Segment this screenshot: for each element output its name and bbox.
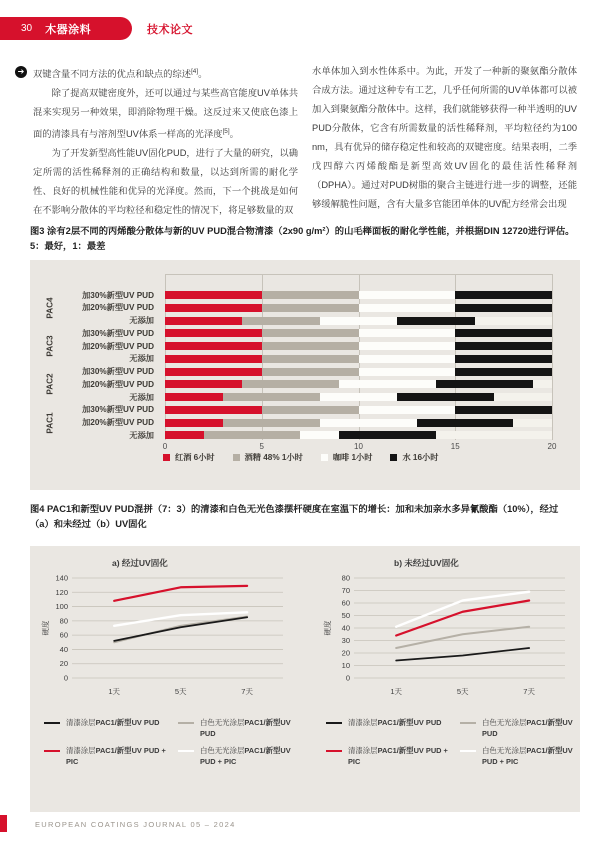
data-line <box>114 586 247 601</box>
bar-segment <box>204 431 301 439</box>
legend-label-bold: PAC1/新型UV PUD <box>200 718 291 738</box>
group-label: PAC3 <box>45 335 55 357</box>
bar-segment <box>359 355 456 363</box>
legend-label-regular: 清漆涂层 <box>66 746 96 755</box>
left-column <box>33 62 298 220</box>
legend-label-bold: PAC1/新型UV PUD <box>377 718 442 727</box>
bar-segment <box>359 368 456 376</box>
bar-segment <box>165 406 262 414</box>
figure4-caption <box>30 502 580 532</box>
legend-item <box>178 746 312 767</box>
legend-label-regular: 白色无光涂层 <box>200 718 245 727</box>
y-tick-label: 50 <box>341 611 350 620</box>
legend-item <box>178 718 312 739</box>
bar-segment <box>165 291 262 299</box>
bar-row-label: 加20%新型UV PUD <box>82 418 154 427</box>
reference-superscript: [5] <box>222 128 230 136</box>
bar-segment <box>339 431 436 439</box>
legend-line-swatch <box>178 722 194 725</box>
legend-label-bold: PAC1/新型UV PUD <box>95 718 160 727</box>
bar-segment <box>165 342 262 350</box>
y-axis-label: 硬度 <box>323 620 332 636</box>
bar-segment <box>165 317 242 325</box>
legend-label <box>482 746 584 767</box>
legend-item <box>321 452 373 463</box>
legend-label-regular: 清漆涂层 <box>348 746 378 755</box>
continued-arrow-icon: ➔ <box>15 66 27 78</box>
figure4-legend-b <box>326 718 594 767</box>
bar-segment <box>320 419 417 427</box>
bar-segment <box>320 393 397 401</box>
legend-item <box>390 452 438 463</box>
paragraph-text: 双键含量不同方法的优点和缺点的综述 <box>33 69 192 80</box>
bar-segment <box>300 431 339 439</box>
y-tick-label: 120 <box>55 587 68 597</box>
legend-line-swatch <box>326 722 342 725</box>
bar-segment <box>455 342 552 350</box>
bar-segment <box>455 304 552 312</box>
legend-line-swatch <box>44 750 60 753</box>
legend-line-swatch <box>326 750 342 753</box>
legend-line-swatch <box>460 750 476 753</box>
bar-segment <box>262 342 359 350</box>
bar-segment <box>455 355 552 363</box>
legend-label: 红酒 6小时 <box>175 453 215 462</box>
legend-label-regular: 白色无光涂层 <box>482 746 527 755</box>
legend-label-bold: PAC1/新型UV PUD + PIC <box>348 746 448 766</box>
legend-label: 酒精 48% 1小时 <box>244 453 303 462</box>
y-tick-label: 40 <box>59 644 68 654</box>
paragraph-text: 。 <box>198 69 208 80</box>
figure4-legend-a <box>44 718 312 767</box>
bar-segment <box>397 317 474 325</box>
journal-footer: EUROPEAN COATINGS JOURNAL 05 – 2024 <box>35 820 236 829</box>
x-tick-label: 1天 <box>390 687 403 696</box>
legend-label-regular: 清漆涂层 <box>348 718 378 727</box>
legend-label <box>66 746 168 767</box>
legend-swatch <box>163 454 170 461</box>
y-tick-label: 40 <box>341 623 350 633</box>
body-text <box>33 62 577 220</box>
bar-segment <box>359 342 456 350</box>
legend-swatch <box>390 454 397 461</box>
legend-label <box>200 718 302 739</box>
bar-segment <box>223 419 320 427</box>
y-tick-label: 0 <box>345 673 350 683</box>
legend-line-swatch <box>178 750 194 753</box>
bar-segment <box>262 355 359 363</box>
bar-segment <box>165 329 262 337</box>
group-label: PAC2 <box>45 373 55 395</box>
bar-segment <box>455 368 552 376</box>
y-tick-label: 60 <box>59 630 68 640</box>
x-tick-label: 7天 <box>241 687 253 696</box>
bar-segment <box>359 291 456 299</box>
figure3-chart <box>30 260 580 490</box>
legend-label-regular: 清漆涂层 <box>66 718 96 727</box>
legend-label <box>482 718 584 739</box>
group-label: PAC4 <box>45 297 55 319</box>
legend-label-regular: 白色无光涂层 <box>482 718 527 727</box>
article-type-label: 技术论文 <box>147 24 193 36</box>
bar-segment <box>339 380 436 388</box>
y-tick-label: 80 <box>59 616 68 626</box>
legend-label-bold: PAC1/新型UV PUD + PIC <box>200 746 291 766</box>
legend-label-regular: 白色无光涂层 <box>200 746 245 755</box>
y-tick-label: 80 <box>341 573 350 583</box>
paragraph-text: 。 <box>229 129 239 140</box>
bar-row-label: 无添加 <box>129 354 154 364</box>
bar-segment <box>455 291 552 299</box>
bar-segment <box>417 419 514 427</box>
x-tick-label: 1天 <box>108 687 121 696</box>
legend-item <box>460 718 594 739</box>
bar-segment <box>165 380 242 388</box>
legend-item <box>44 718 178 739</box>
bar-segment <box>223 393 320 401</box>
paragraph: 水单体加入到水性体系中。为此，开发了一种新的聚氨酯分散体合成方法。通过这种专有工艺，几乎任何所需的UV单体都可以被加入到聚氨酯分散体中。这样，我们就能够获得一种半透明的UV PUD分散体，它含有所需数量的活性稀释剂，平均粒径约为100 nm，具有优异的储存稳定性和较高的双键密度。结果表明，二季戊四醇六丙烯酸酯是新型高效UV固化的最佳活性稀释剂（DPHA）。通过对PUD树脂的聚合主链进行进一步的调整，还能够缓解脆性问题，含有大量多官能团单体的UV配方经常会出现 <box>312 66 577 209</box>
bar-segment <box>359 304 456 312</box>
x-tick-label: 5天 <box>456 687 469 696</box>
legend-item <box>326 746 460 767</box>
bar-row-label: 加30%新型UV PUD <box>82 290 154 300</box>
bar-segment <box>262 406 359 414</box>
bar-row-label: 加30%新型UV PUD <box>82 367 154 376</box>
legend-item <box>163 452 215 463</box>
chart-b-title: b) 未经过UV固化 <box>394 558 459 568</box>
figure3-legend <box>163 452 438 463</box>
y-tick-label: 70 <box>341 586 350 595</box>
paragraph <box>33 62 298 84</box>
x-tick-label: 5 <box>259 442 264 451</box>
legend-label: 咖啡 1小时 <box>332 453 373 462</box>
caption-line: 5：最好，1：最差 <box>30 241 106 251</box>
y-tick-label: 20 <box>59 659 68 669</box>
footer-red-mark <box>0 815 7 832</box>
bar-row-label: 无添加 <box>129 316 154 325</box>
paragraph <box>33 84 298 144</box>
x-tick-label: 15 <box>450 442 460 451</box>
x-tick-label: 5天 <box>174 687 187 696</box>
legend-label: 水 16小时 <box>402 453 439 462</box>
x-tick-label: 0 <box>162 442 168 451</box>
y-tick-label: 60 <box>341 598 350 608</box>
line-chart-a <box>40 570 290 710</box>
bar-row-label: 加30%新型UV PUD <box>82 328 154 338</box>
figure3-caption <box>30 224 580 254</box>
data-line <box>396 592 529 627</box>
bar-row-label: 加20%新型UV PUD <box>82 379 154 389</box>
bar-segment <box>397 393 494 401</box>
bar-row-label: 加20%新型UV PUD <box>82 341 154 351</box>
legend-label <box>200 746 302 767</box>
caption-line: （a）和未经过（b）UV固化 <box>30 519 147 529</box>
legend-item <box>44 746 178 767</box>
legend-line-swatch <box>44 722 60 725</box>
legend-swatch <box>233 454 240 461</box>
y-axis-label: 硬度 <box>41 620 50 636</box>
bar-segment <box>165 431 204 439</box>
bar-segment <box>455 406 552 414</box>
legend-label-bold: PAC1/新型UV PUD <box>482 718 573 738</box>
bar-segment <box>455 329 552 337</box>
legend-label-bold: PAC1/新型UV PUD + PIC <box>66 746 166 766</box>
legend-swatch <box>321 454 328 461</box>
y-tick-label: 30 <box>341 636 350 645</box>
legend-label <box>348 718 450 729</box>
group-label: PAC1 <box>45 411 55 434</box>
figure4-chart <box>30 546 580 812</box>
reference-superscript: [4] <box>191 68 199 75</box>
bar-row-label: 无添加 <box>129 392 154 402</box>
paragraph-text: 除了提高双键密度外，还可以通过与某些高官能度UV单体共混来实现另一种效果，即消除物理干燥。这反过来又使底色漆上面的清漆具有与溶剂型UV体系一样高的光泽度 <box>33 88 298 140</box>
legend-item <box>326 718 460 739</box>
bar-segment <box>359 406 456 414</box>
bar-segment <box>242 317 319 325</box>
caption-line: 图3 涂有2层不同的丙烯酸分散体与新的UV PUD混合物清漆（2x90 g/m²）的山毛榉面板的耐化学性能，并根据DIN 12720进行评估。 <box>30 226 575 236</box>
bar-segment <box>165 304 262 312</box>
bar-row-label: 加30%新型UV PUD <box>82 405 154 415</box>
bar-segment <box>359 329 456 337</box>
y-tick-label: 20 <box>341 648 350 658</box>
bar-segment <box>262 304 359 312</box>
x-tick-label: 7天 <box>523 687 535 696</box>
bar-segment <box>320 317 397 325</box>
bar-segment <box>262 291 359 299</box>
y-tick-label: 0 <box>63 673 68 683</box>
bar-row-label: 无添加 <box>129 430 154 440</box>
bar-segment <box>165 368 262 376</box>
legend-item <box>460 746 594 767</box>
legend-item <box>233 452 303 463</box>
bar-segment <box>165 393 223 401</box>
bar-segment <box>242 380 339 388</box>
right-column <box>312 62 577 220</box>
bar-segment <box>165 419 223 427</box>
bar-row-label: 加20%新型UV PUD <box>82 303 154 313</box>
legend-label <box>348 746 450 767</box>
page-badge <box>0 17 132 40</box>
y-tick-label: 10 <box>341 661 350 670</box>
legend-label <box>66 718 168 729</box>
x-tick-label: 20 <box>547 442 557 451</box>
section-title: 木器涂料 <box>45 23 92 36</box>
bar-segment <box>165 355 262 363</box>
line-chart-b <box>322 570 572 710</box>
y-tick-label: 140 <box>55 573 68 583</box>
caption-line: 图4 PAC1和新型UV PUD混拼（7：3）的清漆和白色无光色漆摆杆硬度在室温下的增长：加和未加亲水多异氰酸酯（10%），经过 <box>30 504 559 514</box>
y-tick-label: 100 <box>55 602 68 612</box>
data-line <box>396 627 529 648</box>
gridline <box>552 274 553 440</box>
chart-a-title: a) 经过UV固化 <box>112 558 168 568</box>
legend-label-bold: PAC1/新型UV PUD + PIC <box>482 746 573 766</box>
bar-segment <box>262 368 359 376</box>
bar-segment <box>436 380 533 388</box>
bar-segment <box>262 329 359 337</box>
page-number: 30 <box>21 23 33 34</box>
data-line <box>396 648 529 661</box>
legend-line-swatch <box>460 722 476 725</box>
paragraph: 为了开发新型高性能UV固化PUD，进行了大量的研究，以确定所需的活性稀释剂的正确结构和数量，以达到所需的耐化学性、良好的机械性能和优异的光泽度。然而，下一个挑战是如何在不影响分散体的平均粒径和稳定性的情况下，将足够数量的双 <box>33 148 298 216</box>
x-tick-label: 10 <box>354 442 363 451</box>
